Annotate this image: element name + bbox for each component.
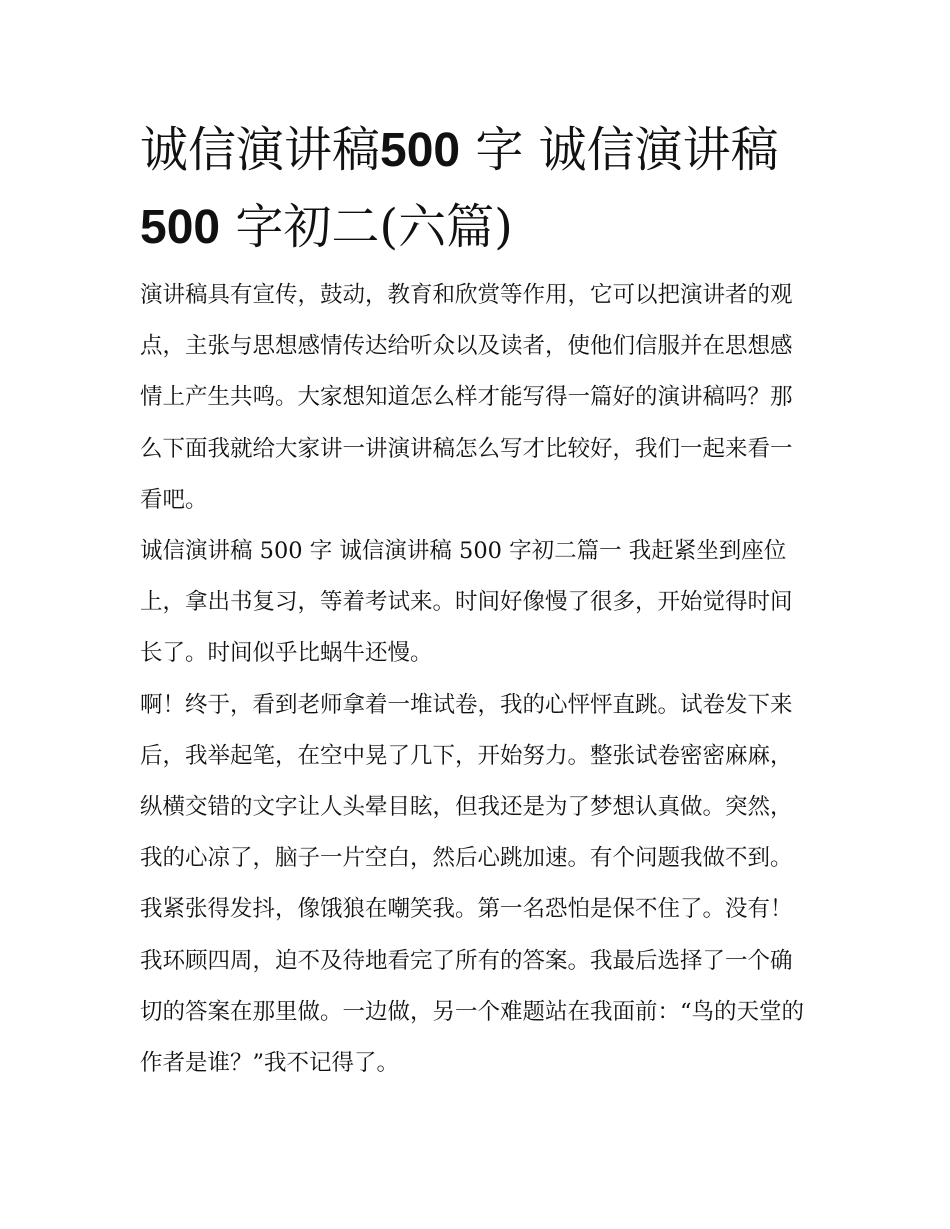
body-paragraph: 啊！终于，看到老师拿着一堆试卷，我的心怦怦直跳。试卷发下来后，我举起笔，在空中晃了几下，开始努力。整张试卷密密麻麻，纵横交错的文字让人头晕目眩，但我还是为了梦想认真做。突然，我的心凉了，脑子一片空白，然后心跳加速。有个问题我做不到。我紧张得发抖，像饿狼在嘲笑我。第一名恐怕是保不住了。没有！我环顾四周，迫不及待地看完了所有的答案。我最后选择了一个确切的答案在那里做。一边做，另一个难题站在我面前：“鸟的天堂的作者是谁？”我不记得了。 xyxy=(140,691,805,1077)
title-part: 字初二(六篇) xyxy=(220,199,513,255)
title-number: 500 xyxy=(140,201,221,254)
title-part: 诚信演讲稿 xyxy=(140,122,381,178)
body-paragraph: 诚信演讲稿 500 字 诚信演讲稿 500 字初二篇一 我赶紧坐到座位上，拿出书复习，等着考试来。时间好像慢了很多，开始觉得时间长了。时间似乎比蜗牛还慢。 xyxy=(140,538,793,667)
document-page xyxy=(140,112,812,1089)
title-number: 500 xyxy=(380,124,461,177)
document-title xyxy=(140,112,812,266)
intro-paragraph: 演讲稿具有宣传，鼓动，教育和欣赏等作用，它可以把演讲者的观点，主张与思想感情传达给听众以及读者，使他们信服并在思想感情上产生共鸣。大家想知道怎么样才能写得一篇好的演讲稿吗？那么下面我就给大家讲一讲演讲稿怎么写才比较好，我们一起来看一看吧。 xyxy=(140,282,793,513)
title-part: 字 诚信演讲稿 xyxy=(460,122,779,178)
